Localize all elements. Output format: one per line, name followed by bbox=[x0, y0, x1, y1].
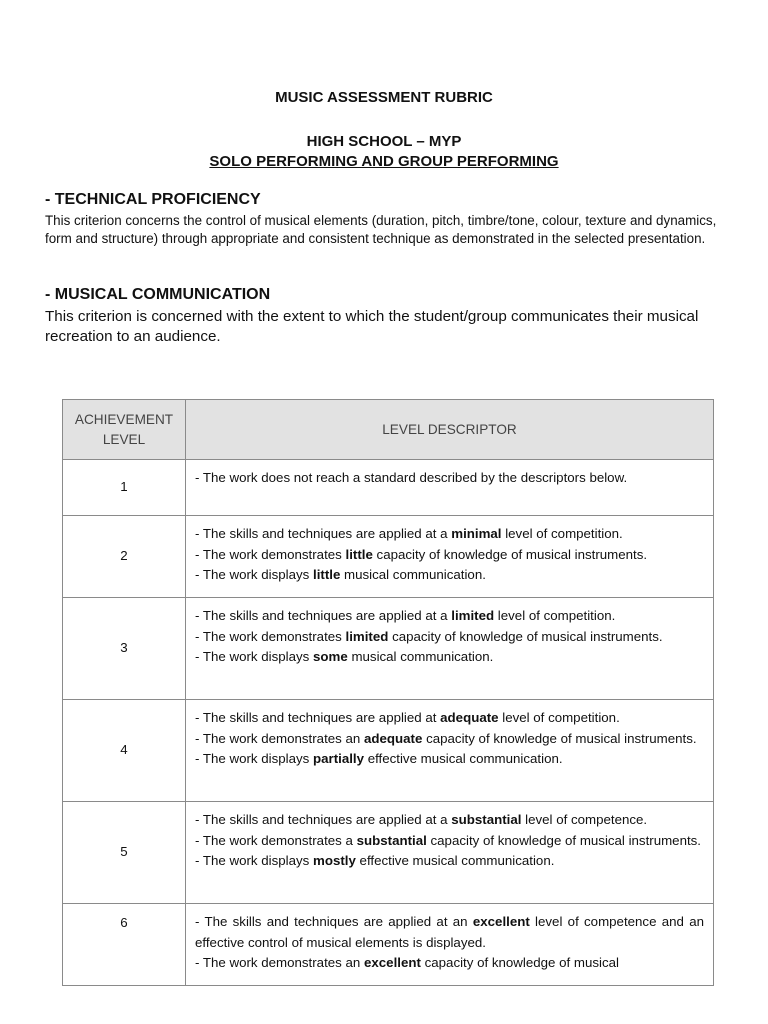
level-descriptor-cell bbox=[186, 802, 714, 904]
descriptor-emphasis: excellent bbox=[472, 914, 530, 929]
descriptor-text: - The work displays bbox=[195, 751, 313, 766]
descriptor-text: capacity of knowledge of musical bbox=[420, 955, 619, 970]
document-title: MUSIC ASSESSMENT RUBRIC bbox=[275, 89, 493, 106]
descriptor-text: level of competition. bbox=[501, 526, 623, 541]
descriptor-text: - The skills and techniques are applied at bbox=[195, 710, 441, 725]
descriptor-line bbox=[195, 810, 704, 831]
achievement-level-cell: 4 bbox=[63, 700, 186, 802]
level-descriptor-cell bbox=[186, 904, 714, 986]
descriptor-emphasis: little bbox=[313, 567, 341, 582]
descriptor-text: level of competence and an effective control of musical elements is displayed. bbox=[195, 914, 704, 950]
table-row bbox=[63, 516, 714, 598]
document-subtitle: HIGH SCHOOL – MYP bbox=[306, 133, 462, 150]
descriptor-emphasis: adequate bbox=[364, 730, 423, 746]
descriptor-text: capacity of knowledge of musical instruments. bbox=[422, 730, 697, 746]
descriptor-text: - The work demonstrates a bbox=[195, 832, 357, 848]
achievement-level-cell: 1 bbox=[63, 460, 186, 516]
descriptor-text: - The work demonstrates an bbox=[195, 730, 364, 746]
descriptor-emphasis: partially bbox=[313, 751, 364, 766]
descriptor-emphasis: substantial bbox=[356, 832, 427, 848]
section-heading-communication: - MUSICAL COMMUNICATION bbox=[45, 286, 271, 303]
descriptor-text: capacity of knowledge of musical instruments. bbox=[426, 832, 702, 848]
descriptor-emphasis: little bbox=[345, 546, 373, 562]
descriptor-text: - The skills and techniques are applied at a bbox=[195, 608, 452, 623]
descriptor-emphasis: substantial bbox=[451, 812, 522, 827]
achievement-level-cell: 5 bbox=[63, 802, 186, 904]
level-descriptor-cell bbox=[186, 598, 714, 700]
header-achievement-level: ACHIEVEMENT LEVEL bbox=[63, 400, 186, 460]
descriptor-text: level of competition. bbox=[498, 710, 620, 725]
achievement-level-cell: 6 bbox=[63, 904, 186, 986]
descriptor-text: - The skills and techniques are applied at a bbox=[195, 526, 452, 541]
descriptor-line bbox=[195, 729, 704, 750]
descriptor-text: effective musical communication. bbox=[355, 853, 555, 868]
descriptor-line bbox=[195, 627, 704, 648]
descriptor-text: level of competition. bbox=[494, 608, 616, 623]
header-level-descriptor: LEVEL DESCRIPTOR bbox=[186, 400, 714, 460]
descriptor-line bbox=[195, 953, 704, 974]
section-body-communication: This criterion is concerned with the extent to which the student/group communicates their musical recreation to an audience. bbox=[45, 308, 699, 345]
descriptor-line bbox=[195, 912, 704, 953]
descriptor-line bbox=[195, 565, 704, 586]
descriptor-emphasis: adequate bbox=[440, 710, 499, 725]
section-body-technical: This criterion concerns the control of musical elements (duration, pitch, timbre/tone, colour, texture and dynamics, form and structure) through appropriate and consistent technique as demonstrated in the selected presentation. bbox=[45, 213, 717, 246]
level-descriptor-cell bbox=[186, 460, 714, 516]
table-row bbox=[63, 904, 714, 986]
descriptor-text: - The skills and techniques are applied at a bbox=[195, 812, 452, 827]
section-heading-technical: - TECHNICAL PROFICIENCY bbox=[45, 191, 261, 208]
descriptor-text: effective musical communication. bbox=[364, 751, 563, 766]
descriptor-emphasis: limited bbox=[345, 628, 389, 644]
descriptor-text: - The work does not reach a standard described by the descriptors below. bbox=[195, 470, 628, 485]
descriptor-text: musical communication. bbox=[347, 649, 494, 664]
descriptor-text: capacity of knowledge of musical instruments. bbox=[372, 546, 648, 562]
rubric-table-body bbox=[63, 460, 714, 986]
table-row bbox=[63, 460, 714, 516]
rubric-table bbox=[62, 399, 714, 986]
descriptor-line bbox=[195, 851, 704, 872]
table-row bbox=[63, 802, 714, 904]
achievement-level-cell: 2 bbox=[63, 516, 186, 598]
descriptor-emphasis: some bbox=[313, 649, 348, 664]
descriptor-text: capacity of knowledge of musical instruments. bbox=[388, 628, 663, 644]
descriptor-text: - The work displays bbox=[195, 567, 313, 582]
descriptor-text: - The work demonstrates an bbox=[195, 955, 364, 970]
level-descriptor-cell bbox=[186, 700, 714, 802]
descriptor-line bbox=[195, 708, 704, 729]
descriptor-text: - The work demonstrates bbox=[195, 546, 346, 562]
descriptor-line bbox=[195, 524, 704, 545]
descriptor-emphasis: minimal bbox=[451, 526, 502, 541]
descriptor-line bbox=[195, 545, 704, 566]
descriptor-line bbox=[195, 749, 704, 770]
descriptor-line bbox=[195, 647, 704, 668]
table-header-row bbox=[63, 400, 714, 460]
descriptor-text: musical communication. bbox=[340, 567, 486, 582]
table-row bbox=[63, 598, 714, 700]
descriptor-text: level of competence. bbox=[521, 812, 648, 827]
descriptor-text: - The work demonstrates bbox=[195, 628, 346, 644]
table-row bbox=[63, 700, 714, 802]
descriptor-emphasis: limited bbox=[451, 608, 495, 623]
descriptor-emphasis: mostly bbox=[313, 853, 356, 868]
achievement-level-cell: 3 bbox=[63, 598, 186, 700]
descriptor-text: - The work displays bbox=[195, 649, 313, 664]
descriptor-text: - The skills and techniques are applied at an bbox=[195, 914, 473, 929]
descriptor-line bbox=[195, 468, 704, 489]
descriptor-line bbox=[195, 831, 704, 852]
descriptor-line bbox=[195, 606, 704, 627]
descriptor-emphasis: excellent bbox=[364, 955, 421, 970]
level-descriptor-cell bbox=[186, 516, 714, 598]
document-subtitle-underlined: SOLO PERFORMING AND GROUP PERFORMING bbox=[209, 153, 559, 170]
descriptor-text: - The work displays bbox=[195, 853, 313, 868]
